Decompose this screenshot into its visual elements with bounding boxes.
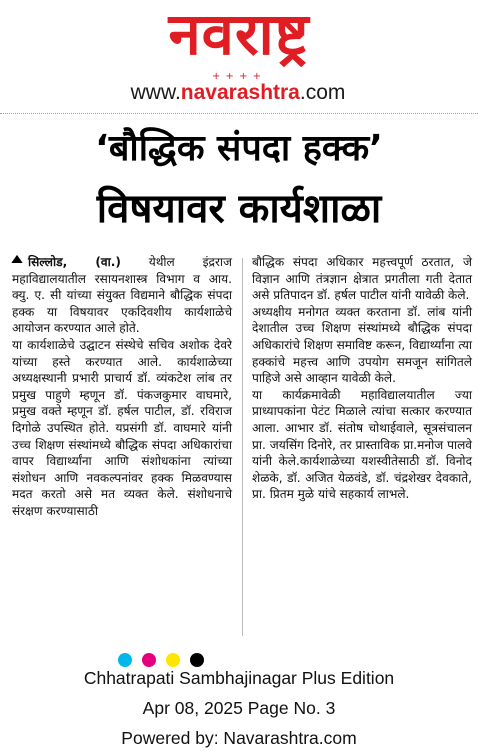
website-url[interactable] bbox=[98, 80, 378, 106]
paragraph-text: येथील इंद्रराज महाविद्यालयातील रसायनशास्त्र विभाग व आय. क्यु. ए. सी यांच्या संयुक्त विद्यमाने बौद्धिक संपदा हक्क या विषयावर एकदिवशीय कार्यशाळेचे आयोजन करण्यात आले होते. bbox=[12, 255, 232, 336]
article-paragraph: बौद्धिक संपदा अधिकार महत्त्वपूर्ण ठरतात, जे विज्ञान आणि तंत्रज्ञान क्षेत्रात प्रगतीला गती देतात असे प्रतिपादन डॉ. हर्षल पाटील यांनी यावेळी केले. bbox=[252, 255, 472, 303]
article-paragraph bbox=[12, 254, 232, 337]
dateline: सिल्लोड, (वा.) bbox=[28, 255, 121, 269]
url-prefix: www. bbox=[130, 81, 181, 104]
date-page-label: Apr 08, 2025 Page No. 3 bbox=[142, 698, 336, 718]
masthead bbox=[0, 0, 478, 110]
article-paragraph: या कार्यशाळेचे उद्घाटन संस्थेचे सचिव अशोक देवरे यांच्या हस्ते करण्यात आले. कार्यशाळेच्या अध्यक्षस्थानी प्रभारी प्राचार्य डॉ. व्यंकटेश लांब तर प्रमुख पाहुणे म्हणून डॉ. पंकजकुमार वाघमारे, प्रमुख वक्ते म्हणून डॉ. हर्षल पाटील, डॉ. रविराज दिगोळे उपस्थित होते. यप्रसंगी डॉ. वाघमारे यांनी उच्च शिक्षण संस्थांमध्ये बौद्धिक संपदा अधिकारांचा वापर विद्यार्थ्यांना आणि संशोधकांना त्यांच्या संशोधन आणि नवकल्पनांवर हक्क मिळवण्यास मदत करतो असे मत व्यक्त केले. संशोधनाचे संरक्षण करण्यासाठी bbox=[12, 337, 232, 518]
article-headline-line1: ‘बौद्धिक संपदा हक्क’ bbox=[95, 128, 383, 169]
powered-by-link[interactable]: Powered by: Navarashtra.com bbox=[121, 728, 357, 748]
edition-label: Chhatrapati Sambhajinagar Plus Edition bbox=[83, 668, 395, 688]
logo-plus-ornament: + + + + bbox=[212, 71, 263, 82]
magenta-registration-dot bbox=[142, 653, 156, 667]
article-column-left bbox=[12, 254, 232, 520]
article-paragraph: या कार्यक्रमावेळी महाविद्यालयातील ज्या प्राध्यापकांना पेटंट मिळाले त्यांचा सत्कार करण्यात आला. आभार डॉ. संतोष चोथाईवाले, सूत्रसंचालन प्रा. जयसिंग दिनोरे, तर प्रास्ताविक प्रा.मनोज पालवे यांनी केले.कार्यशाळेच्या यशस्वीतेसाठी डॉ. विनोद शेळके, डॉ. अजित येळवंडे, डॉ. चंद्रशेखर देवकाते, प्रा. प्रितम मुळे यांचे सहकार्य लाभले. bbox=[252, 387, 472, 502]
newspaper-logo: नवराष्ट्र bbox=[168, 0, 310, 68]
yellow-registration-dot bbox=[166, 653, 180, 667]
url-suffix: .com bbox=[299, 81, 346, 104]
column-divider bbox=[242, 258, 243, 636]
article-headline-line2: विषयावर कार्यशाळा bbox=[96, 186, 382, 232]
cyan-registration-dot bbox=[118, 653, 132, 667]
url-brand: navarashtra bbox=[180, 81, 300, 104]
dateline-arrow-icon bbox=[11, 254, 23, 271]
article-paragraph: अध्यक्षीय मनोगत व्यक्त करताना डॉ. लांब यांनी देशातील उच्च शिक्षण संस्थांमध्ये बौद्धिक संपदा अधिकारांचे शिक्षण समाविष्ट करून, विद्यार्थ्यांना त्या हक्कांचे महत्त्व आणि उपयोग समजून सांगितले पाहिजे असे आव्हान यावेळी केले. bbox=[252, 304, 472, 386]
article-column-right bbox=[252, 254, 472, 503]
black-registration-dot bbox=[190, 653, 204, 667]
masthead-divider bbox=[0, 113, 478, 114]
